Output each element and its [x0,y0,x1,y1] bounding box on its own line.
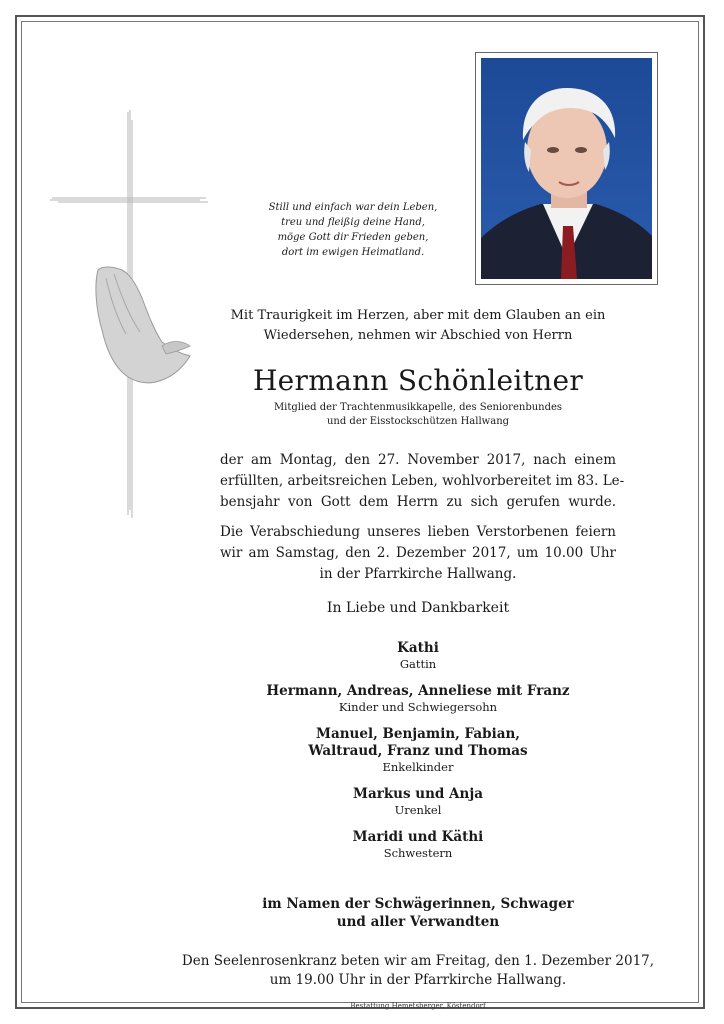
poem-line: Still und einfach war dein Leben, [268,202,438,213]
mourner-relation: Kinder und Schwiegersohn [338,700,498,714]
death-notice-line: bensjahr von Gott dem Herrn zu sich gerufen wurde. [220,494,616,510]
rosary-notice [160,952,676,990]
poem-line: treu und fleißig deine Hand, [281,217,425,228]
mourner-names: Manuel, Benjamin, Fabian, [316,726,520,742]
poem-line: dort im ewigen Heimatland. [281,247,425,258]
mourner-relation: Gattin [399,657,437,671]
on-behalf-line: im Namen der Schwägerinnen, Schwager [262,896,574,912]
intro-text [190,306,646,346]
portrait-photo [481,58,652,279]
rosary-line: um 19.00 Uhr in der Pfarrkirche Hallwang. [269,972,567,988]
mourner-names: Markus und Anja [353,786,483,802]
portrait-frame [475,52,658,285]
mourners-list [190,640,646,872]
funeral-home-credit: Bestattung Hemetsberger, Köstendorf [350,1002,486,1010]
mourner-group [190,726,646,774]
rosary-line: Den Seelenrosenkranz beten wir am Freitag, den 1. Dezember 2017, [181,953,655,969]
praying-hands-icon [96,267,190,383]
mourner-group [190,829,646,860]
mourner-names: Hermann, Andreas, Anneliese mit Franz [266,683,570,699]
poem-line: möge Gott dir Frieden geben, [277,232,429,243]
farewell-line: Die Verabschiedung unseres lieben Verstorbenen feiern [220,524,616,540]
death-notice-line: der am Montag, den 27. November 2017, nach einem [220,452,616,468]
deceased-name: Hermann Schönleitner [252,364,584,397]
intro-line: Mit Traurigkeit im Herzen, aber mit dem Glauben an ein [230,308,606,323]
death-notice [220,450,625,513]
mourner-relation: Enkelkinder [382,760,454,774]
thanks-line: In Liebe und Dankbarkeit [326,600,510,616]
membership-text [190,401,646,429]
mourner-group [190,683,646,714]
farewell-service [220,522,616,585]
death-notice-line: erfüllten, arbeitsreichen Leben, wohlvorbereitet im 83. Le- [220,473,625,489]
mourner-group [190,786,646,817]
farewell-line: in der Pfarrkirche Hallwang. [319,566,517,582]
mourner-relation: Urenkel [394,803,442,817]
cross-with-praying-hands-icon [50,110,210,520]
on-behalf-line: und aller Verwandten [336,914,500,930]
on-behalf-text [190,895,646,931]
mourner-names: Kathi [397,640,439,656]
mourner-group [190,640,646,671]
mourner-relation: Schwestern [383,846,453,860]
memorial-poem [238,200,468,260]
mourner-names: Waltraud, Franz und Thomas [308,743,528,759]
membership-line: und der Eisstockschützen Hallwang [326,416,510,427]
intro-line: Wiedersehen, nehmen wir Abschied von Herrn [263,328,573,343]
mourner-names: Maridi und Käthi [352,829,484,845]
farewell-line: wir am Samstag, den 2. Dezember 2017, um 10.00 Uhr [220,545,616,561]
membership-line: Mitglied der Trachtenmusikkapelle, des Seniorenbundes [273,402,563,413]
